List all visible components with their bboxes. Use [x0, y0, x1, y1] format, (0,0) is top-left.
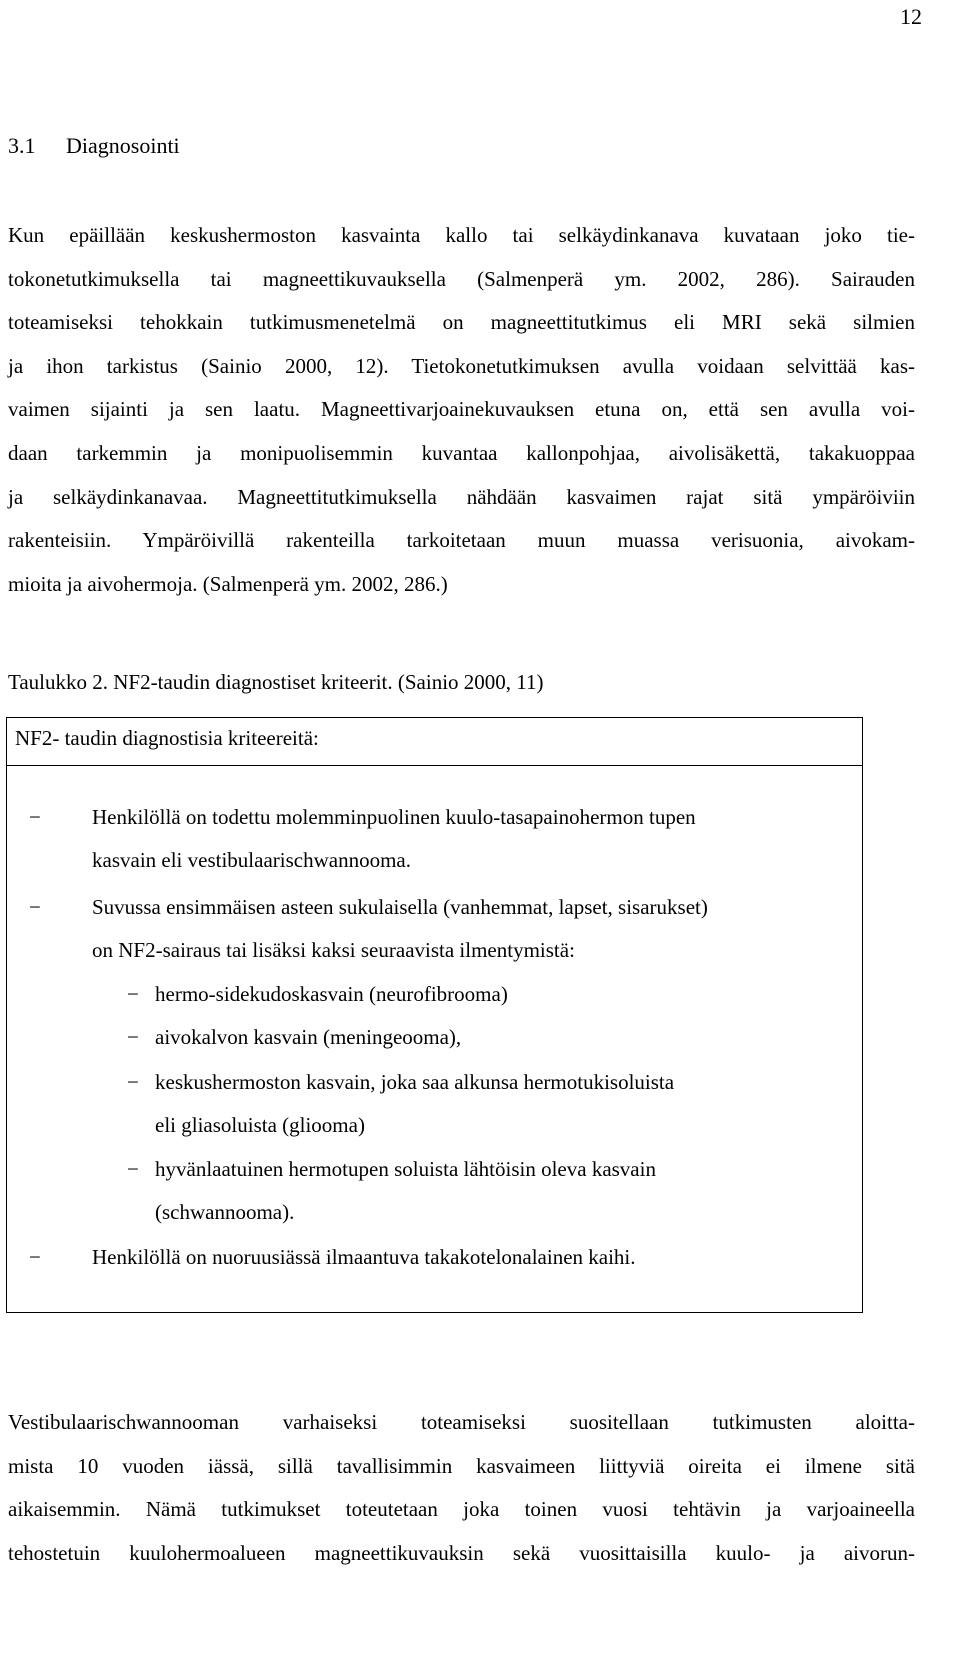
text-line: Henkilöllä on todettu molemminpuolinen kuulo-tasapainohermon tupen — [92, 805, 696, 829]
dash-bullet: − — [127, 982, 139, 1006]
criteria-item-1 — [92, 796, 696, 882]
text-line: mista 10 vuoden iässä, sillä tavallisimmin kasvaimeen liittyviä oireita ei ilmene sitä — [8, 1453, 915, 1478]
section-heading — [8, 133, 180, 159]
dash-bullet: − — [29, 805, 41, 829]
text-line: rakenteisiin. Ympäröivillä rakenteilla tarkoitetaan muun muassa verisuonia, aivokam- — [8, 528, 915, 553]
text-line: keskushermoston kasvain, joka saa alkunsa hermotukisoluista — [155, 1070, 675, 1094]
dash-bullet: − — [29, 895, 41, 919]
text-line: eli gliasoluista (gliooma) — [155, 1113, 365, 1137]
table-caption: Taulukko 2. NF2-taudin diagnostiset kriteerit. (Sainio 2000, 11) — [8, 670, 544, 694]
text-line: hyvänlaatuinen hermotupen soluista lähtöisin oleva kasvain — [155, 1157, 656, 1181]
text-line: tokonetutkimuksella tai magneettikuvauksella (Salmenperä ym. 2002, 286). Sairauden — [8, 266, 915, 291]
text-line: daan tarkemmin ja monipuolisemmin kuvantaa kallonpohjaa, aivolisäkettä, takakuoppaa — [8, 440, 915, 465]
text-line: toteamiseksi tehokkain tutkimusmenetelmä on magneettitutkimus eli MRI sekä silmien — [8, 310, 915, 335]
paragraph-intro — [8, 214, 915, 606]
text-line: tehostetuin kuulohermoalueen magneettikuvauksin sekä vuosittaisilla kuulo- ja aivorun- — [8, 1540, 915, 1565]
text-line: Suvussa ensimmäisen asteen sukulaisella (vanhemmat, lapset, sisarukset) — [92, 895, 708, 919]
criteria-header: NF2- taudin diagnostisia kriteereitä: — [7, 718, 862, 766]
text-line: vaimen sijainti ja sen laatu. Magneettivarjoainekuvauksen etuna on, että sen avulla voi- — [8, 397, 915, 422]
paragraph-screening — [8, 1401, 915, 1575]
criteria-item-2 — [92, 886, 708, 972]
text-line: aikaisemmin. Nämä tutkimukset toteutetaan joka toinen vuosi tehtävin ja varjoaineella — [8, 1497, 915, 1522]
section-title: Diagnosointi — [66, 133, 180, 158]
page-number: 12 — [900, 4, 922, 29]
dash-bullet: − — [29, 1245, 41, 1269]
text-line: on NF2-sairaus tai lisäksi kaksi seuraavista ilmentymistä: — [92, 938, 575, 962]
criteria-item-3: Henkilöllä on nuoruusiässä ilmaantuva takakotelonalainen kaihi. — [92, 1245, 636, 1269]
dash-bullet: − — [127, 1070, 139, 1094]
text-line: Vestibulaarischwannooman varhaiseksi toteamiseksi suositellaan tutkimusten aloitta- — [8, 1410, 915, 1434]
text-line: mioita ja aivohermoja. (Salmenperä ym. 2002, 286.) — [8, 571, 448, 596]
criteria-subitem-3 — [155, 1061, 674, 1147]
text-line: kasvain eli vestibulaarischwannooma. — [92, 848, 411, 872]
criteria-subitem-1: hermo-sidekudoskasvain (neurofibrooma) — [155, 982, 508, 1006]
criteria-subitem-2: aivokalvon kasvain (meningeooma), — [155, 1025, 462, 1049]
text-line: (schwannooma). — [155, 1200, 295, 1224]
dash-bullet: − — [127, 1157, 139, 1181]
text-line: ja ihon tarkistus (Sainio 2000, 12). Tietokonetutkimuksen avulla voidaan selvittää kas- — [8, 353, 915, 378]
section-number: 3.1 — [8, 133, 36, 158]
text-line: ja selkäydinkanavaa. Magneettitutkimuksella nähdään kasvaimen rajat sitä ympäröiviin — [8, 484, 915, 509]
text-line: Kun epäillään keskushermoston kasvainta kallo tai selkäydinkanava kuvataan joko tie- — [8, 223, 915, 247]
dash-bullet: − — [127, 1025, 139, 1049]
criteria-table — [6, 717, 863, 1313]
criteria-subitem-4 — [155, 1148, 656, 1234]
